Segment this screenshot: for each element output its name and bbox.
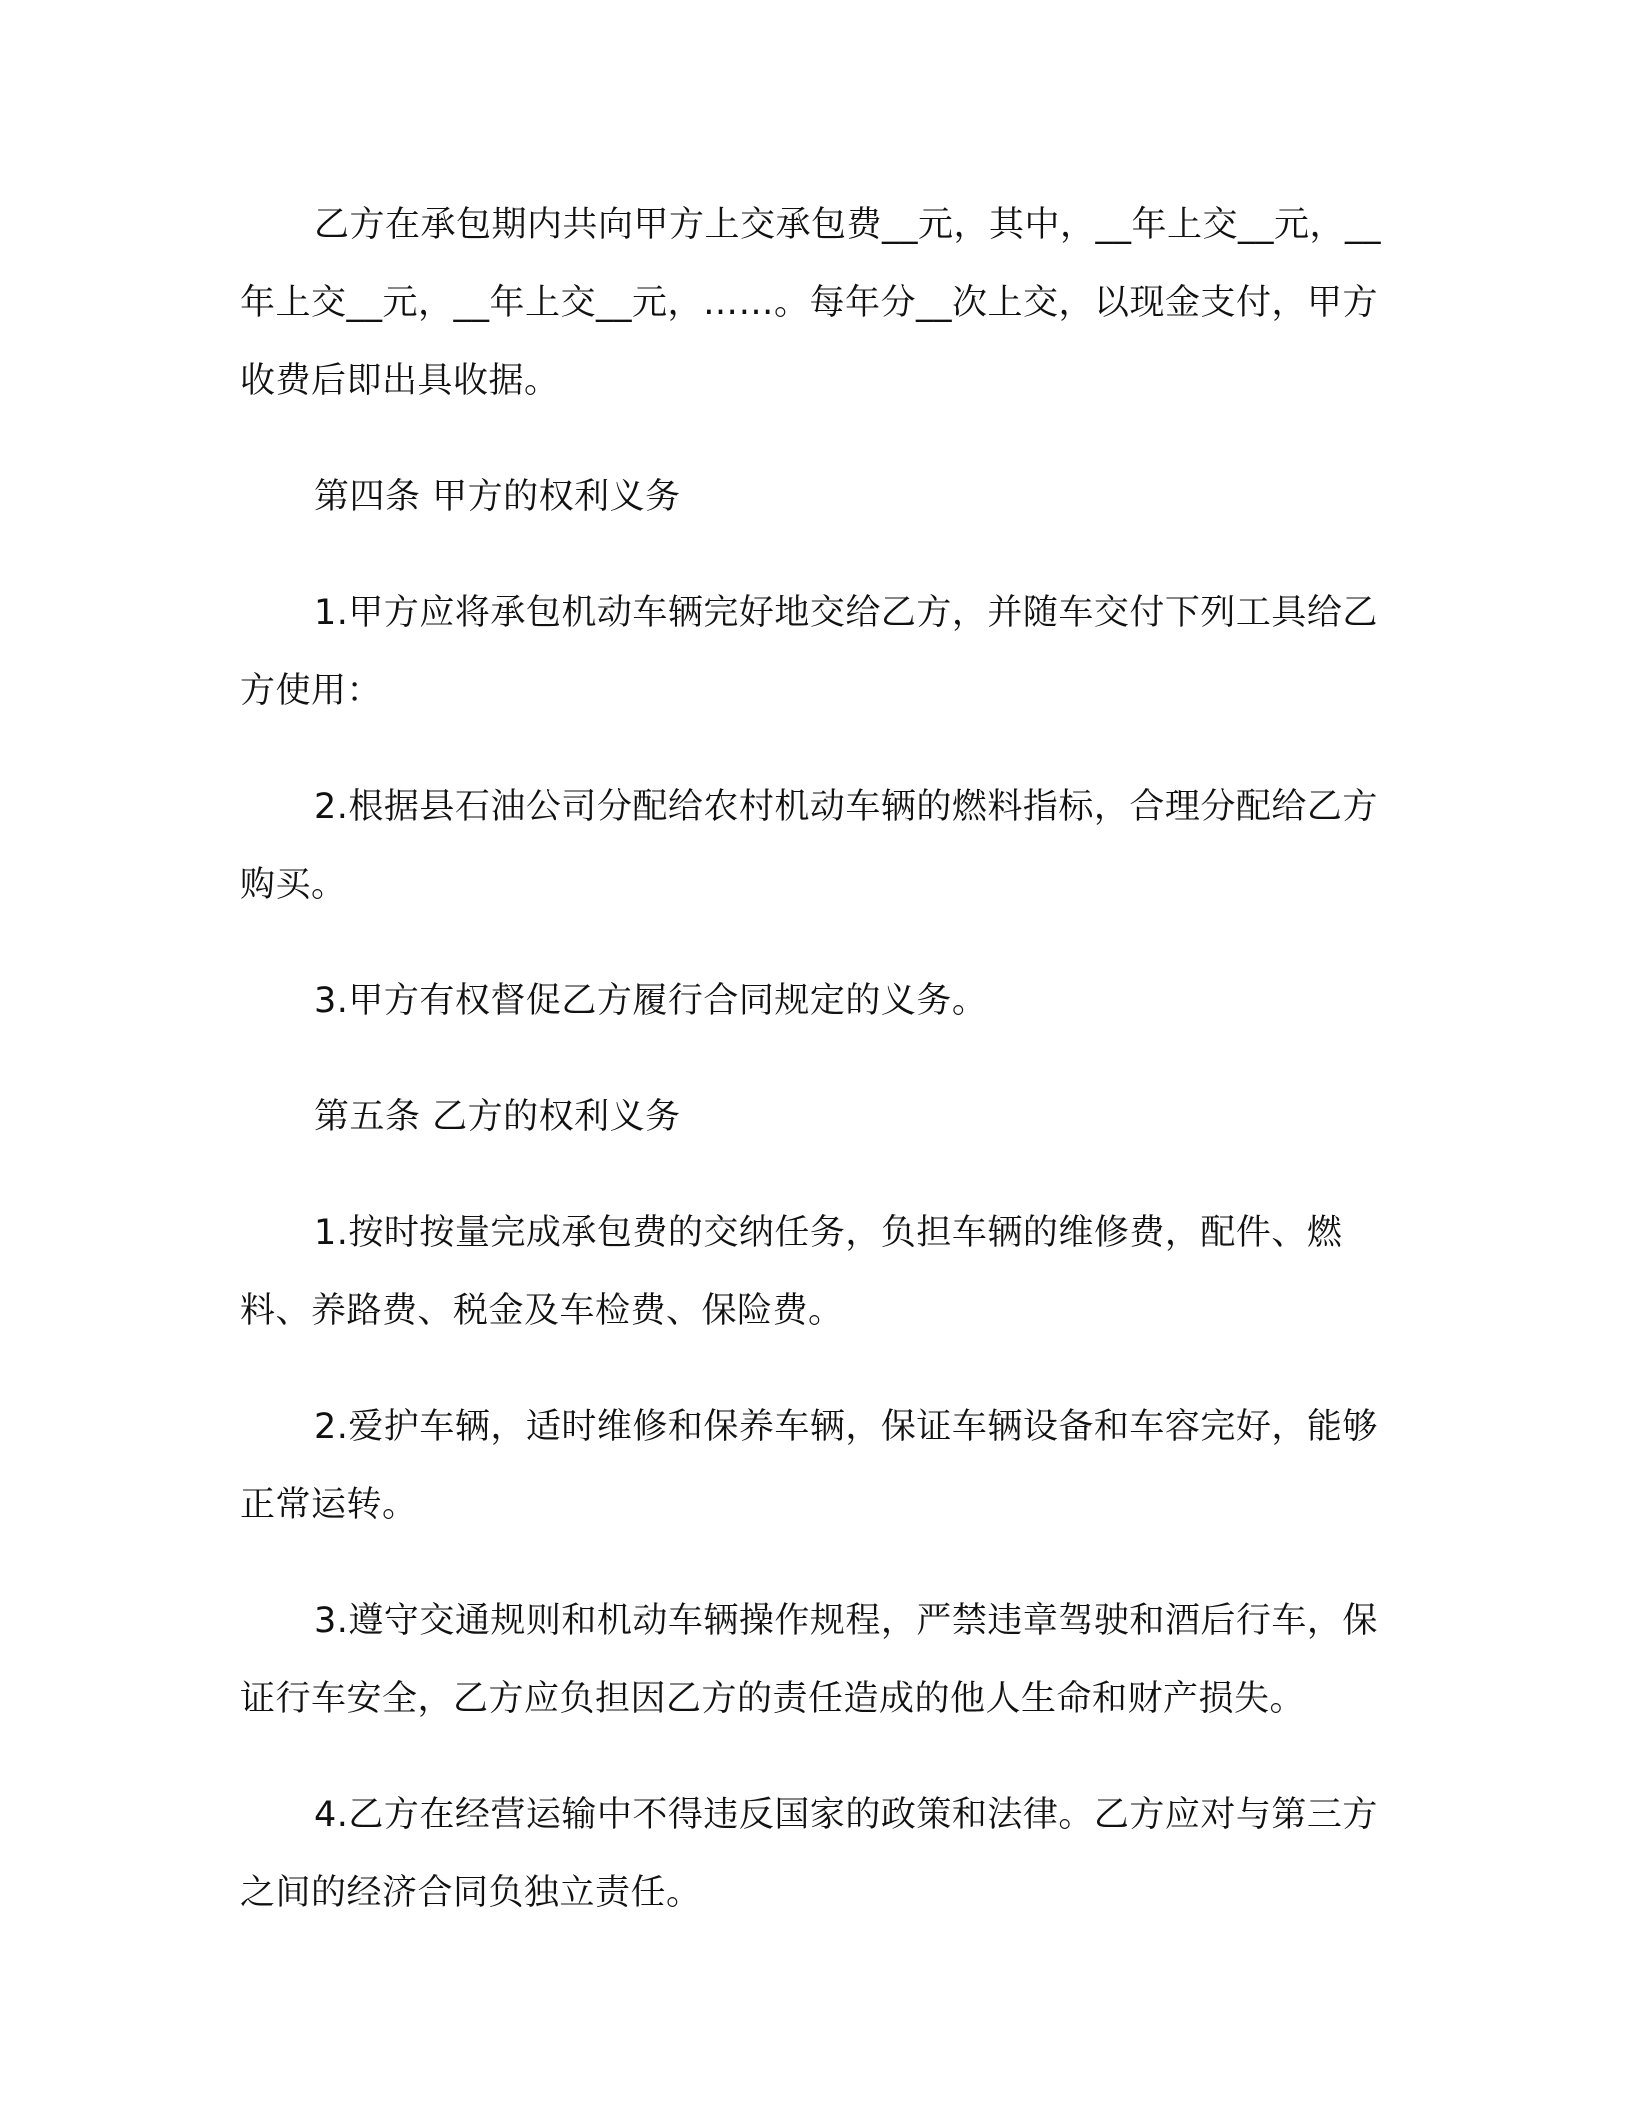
document-page bbox=[240, 186, 1410, 1970]
article-four-item-2: 2.根据县石油公司分配给农村机动车辆的燃料指标，合理分配给乙方购买。 bbox=[240, 787, 1378, 905]
article-five-heading: 第五条 乙方的权利义务 bbox=[314, 1097, 681, 1137]
article-four-item-3: 3.甲方有权督促乙方履行合同规定的义务。 bbox=[314, 981, 988, 1021]
article-five-item-2: 2.爱护车辆，适时维修和保养车辆，保证车辆设备和车容完好，能够正常运转。 bbox=[240, 1407, 1378, 1525]
article-four-item-1: 1.甲方应将承包机动车辆完好地交给乙方，并随车交付下列工具给乙方使用： bbox=[240, 593, 1378, 711]
article-five-item-3: 3.遵守交通规则和机动车辆操作规程，严禁违章驾驶和酒后行车，保证行车安全，乙方应负担因乙方的责任造成的他人生命和财产损失。 bbox=[240, 1601, 1378, 1719]
article-five-item-4: 4.乙方在经营运输中不得违反国家的政策和法律。乙方应对与第三方之间的经济合同负独立责任。 bbox=[240, 1795, 1378, 1913]
article-four-heading: 第四条 甲方的权利义务 bbox=[314, 477, 681, 517]
payment-paragraph: 乙方在承包期内共向甲方上交承包费__元，其中，__年上交__元，__年上交__元，__年上交__元，……。每年分__次上交，以现金支付，甲方收费后即出具收据。 bbox=[240, 205, 1382, 401]
article-five-item-1: 1.按时按量完成承包费的交纳任务，负担车辆的维修费，配件、燃料、养路费、税金及车检费、保险费。 bbox=[240, 1213, 1343, 1331]
